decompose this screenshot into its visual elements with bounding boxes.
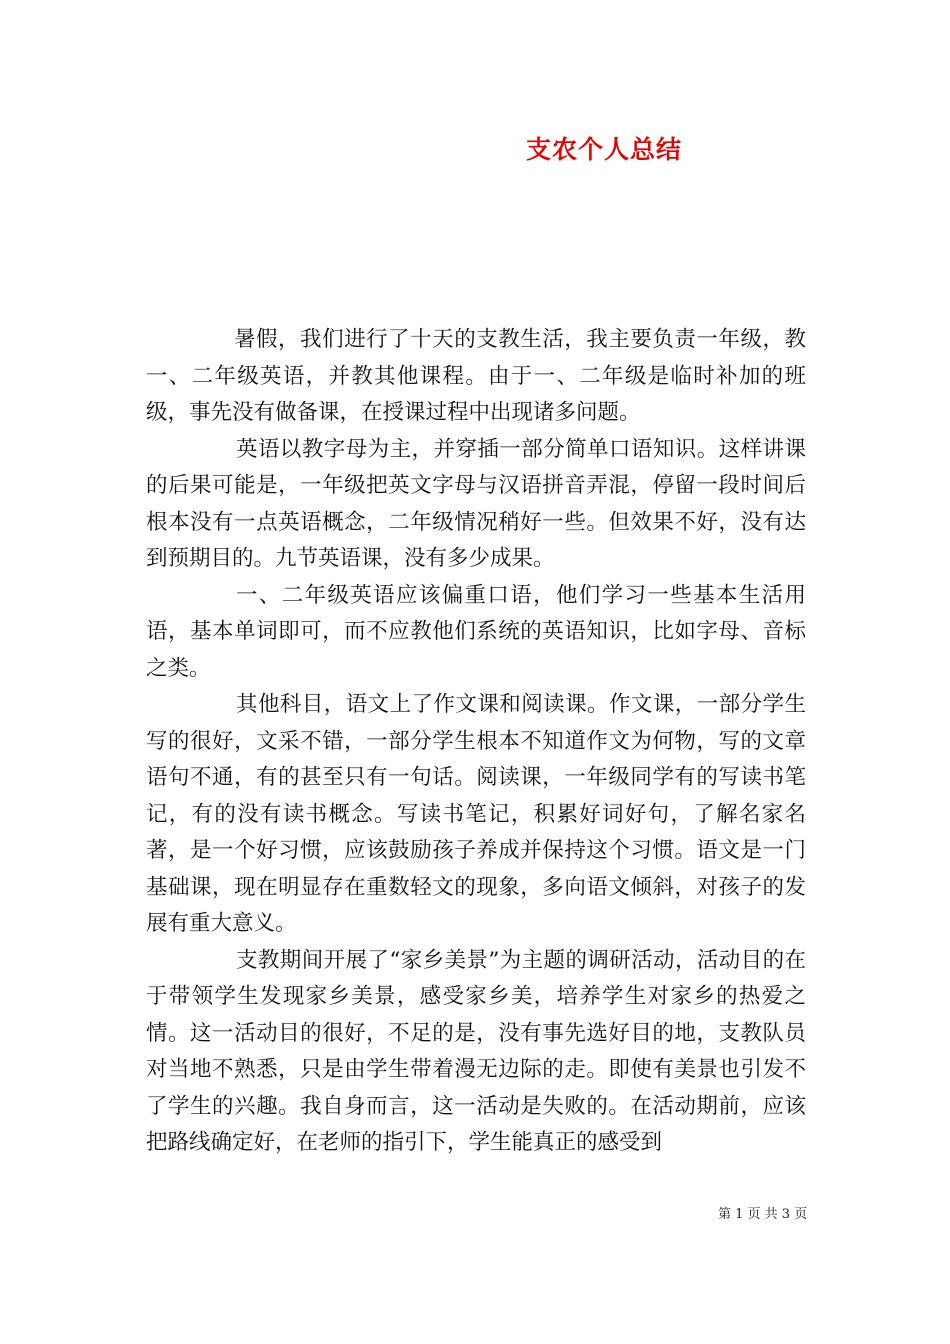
paragraph-4: 其他科目，语文上了作文课和阅读课。作文课，一部分学生写的很好，文采不错，一部分学生根本不知道作文为何物，写的文章语句不通，有的甚至只有一句话。阅读课，一年级同学有的写读书笔记，有的没有读书概念。写读书笔记，积累好词好句，了解名家名著，是一个好习惯，应该鼓励孩子养成并保持这个习惯。语文是一门基础课，现在明显存在重数轻文的现象，多向语文倾斜，对孩子的发展有重大意义。 — [146, 692, 806, 936]
paragraph-3: 一、二年级英语应该偏重口语，他们学习一些基本生活用语，基本单词即可，而不应教他们系统的英语知识，比如字母、音标之类。 — [146, 582, 806, 681]
document-body — [146, 322, 806, 1162]
paragraph-5: 支教期间开展了“家乡美景”为主题的调研活动，活动目的在于带领学生发现家乡美景，感受家乡美，培养学生对家乡的热爱之情。这一活动目的很好，不足的是，没有事先选好目的地，支教队员对当地不熟悉，只是由学生带着漫无边际的走。即使有美景也引发不了学生的兴趣。我自身而言，这一活动是失败的。在活动期前，应该把路线确定好，在老师的指引下，学生能真正的感受到 — [146, 947, 806, 1155]
paragraph-2: 英语以教字母为主，并穿插一部分简单口语知识。这样讲课的后果可能是，一年级把英文字母与汉语拼音弄混，停留一段时间后根本没有一点英语概念，二年级情况稍好一些。但效果不好，没有达到预期目的。九节英语课，没有多少成果。 — [146, 436, 806, 571]
document-title: 支农个人总结 — [525, 135, 682, 164]
page-footer: 第 1 页 共 3 页 — [718, 1207, 808, 1222]
paragraph-1: 暑假，我们进行了十天的支教生活，我主要负责一年级，教一、二年级英语，并教其他课程。由于一、二年级是临时补加的班级，事先没有做备课，在授课过程中出现诸多问题。 — [146, 327, 806, 425]
